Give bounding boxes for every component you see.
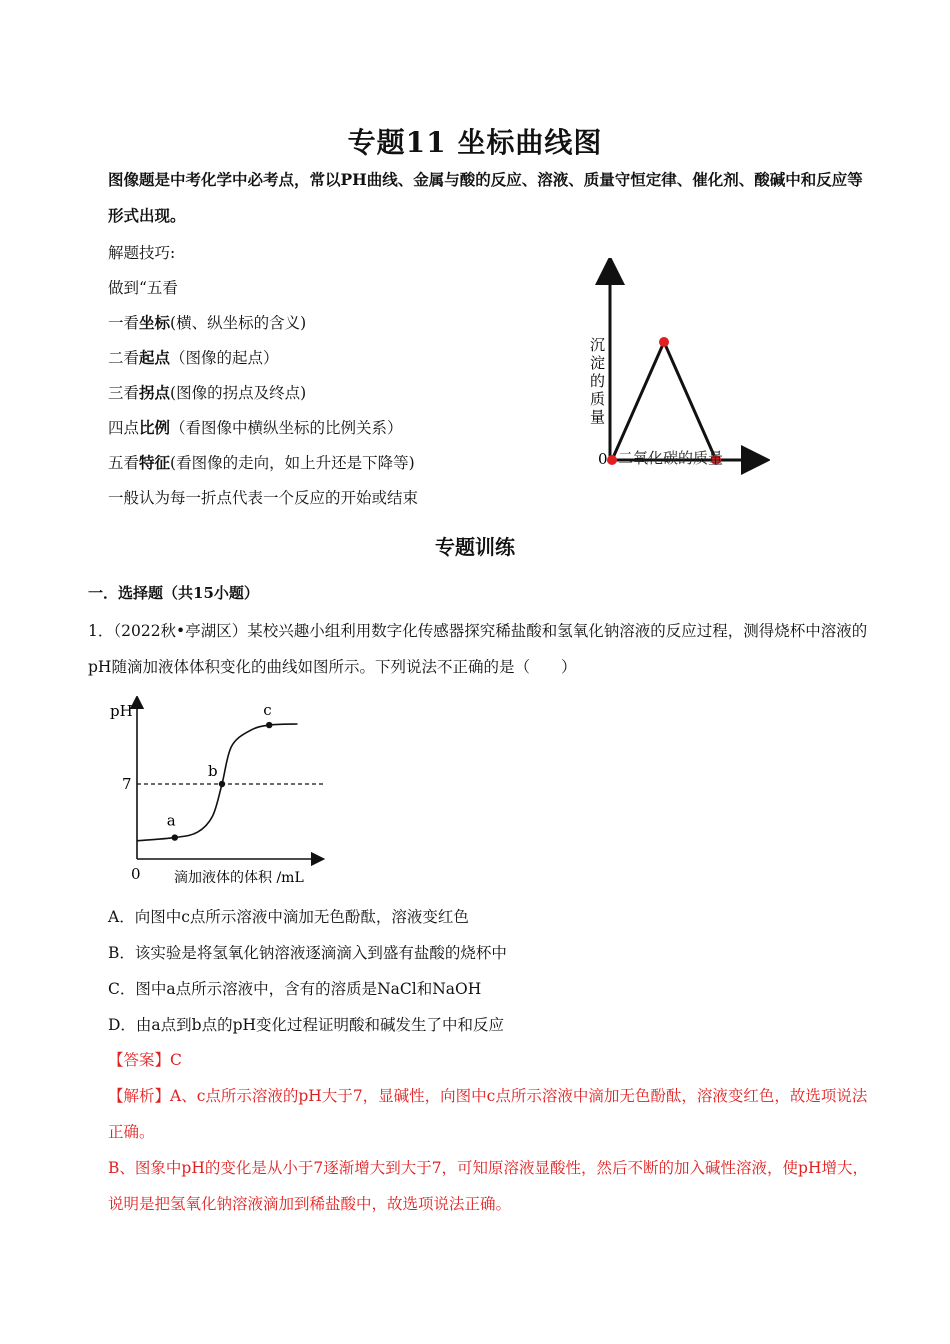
tips-five-looks: 做到“五看 (108, 279, 178, 297)
figure1-ylabel-2: 淀 (590, 354, 606, 372)
section-heading-training: 专题训练 (435, 535, 515, 559)
ph-chart (100, 696, 330, 892)
ph-y-label: pH (110, 702, 133, 720)
ph-origin-label: 0 (131, 865, 141, 883)
option-a: A．向图中c点所示溶液中滴加无色酚酞，溶液变红色 (108, 908, 469, 926)
precipitate-figure (580, 258, 770, 480)
ph-7-tick-label: 7 (122, 775, 132, 793)
ph-point-label-c: c (263, 701, 272, 720)
analysis-a: 【解析】A、c点所示溶液的pH大于7，显碱性，向图中c点所示溶液中滴加无色酚酞，溶液变红色，故选项说法正确。 (108, 1087, 868, 1141)
figure1-line (612, 342, 716, 460)
ph-point-b (219, 781, 225, 787)
intro-paragraph: 图像题是中考化学中必考点，常以PH曲线、金属与酸的反应、溶液、质量守恒定律、催化剂、酸碱中和反应等形式出现。 (108, 170, 863, 225)
tip-line-4: 四点比例（看图像中横纵坐标的比例关系） (108, 418, 403, 437)
figure1-ylabel-1: 沉 (590, 336, 606, 354)
figure1-origin: 0 (598, 450, 608, 468)
ph-labeled-points (167, 701, 273, 841)
figure1-ylabel-5: 量 (590, 408, 606, 426)
tip-line-2: 二看起点（图像的起点） (108, 348, 279, 367)
tips-heading: 解题技巧: (108, 244, 176, 262)
page-title: 专题11 坐标曲线图 (347, 126, 603, 159)
figure1-ylabel-4: 质 (590, 390, 606, 408)
ph-point-label-a: a (166, 811, 176, 830)
ph-curve (137, 724, 298, 841)
figure1-xlabel: 二氧化碳的质量 (618, 449, 724, 467)
question-1-text: 1．（2022秋•亭湖区）某校兴趣小组利用数字化传感器探究稀盐酸和氢氧化钠溶液的反应过程，测得烧杯中溶液的pH随滴加液体体积变化的曲线如图所示。下列说法不正确的是（ ） (88, 622, 868, 676)
ph-point-label-b: b (208, 762, 218, 780)
answer: 【答案】C (108, 1051, 182, 1069)
analysis-b: B、图象中pH的变化是从小于7逐渐增大到大于7，可知原溶液显酸性，然后不断的加入碱性溶液，使pH增大，说明是把氢氧化钠溶液滴加到稀盐酸中，故选项说法正确。 (108, 1159, 868, 1213)
ph-point-c (266, 722, 272, 728)
figure1-peak-point (659, 337, 669, 347)
ph-x-label: 滴加液体的体积 /mL (174, 870, 304, 886)
tip-line-3: 三看拐点(图像的拐点及终点) (108, 383, 307, 402)
tip-line-1: 一看坐标(横、纵坐标的含义) (108, 313, 307, 332)
tip-line-5: 五看特征(看图像的走向，如上升还是下降等) (108, 453, 415, 472)
ph-point-a (172, 834, 178, 840)
tips-summary: 一般认为每一折点代表一个反应的开始或结束 (108, 489, 419, 507)
option-b: B．该实验是将氢氧化钠溶液逐滴滴入到盛有盐酸的烧杯中 (108, 944, 507, 962)
option-c: C．图中a点所示溶液中，含有的溶质是NaCl和NaOH (108, 980, 482, 998)
figure1-start-point (607, 455, 617, 465)
option-d: D．由a点到b点的pH变化过程证明酸和碱发生了中和反应 (108, 1016, 505, 1034)
section-choice-questions: 一．选择题（共15小题） (88, 584, 259, 602)
figure1-ylabel-3: 的 (590, 372, 606, 390)
